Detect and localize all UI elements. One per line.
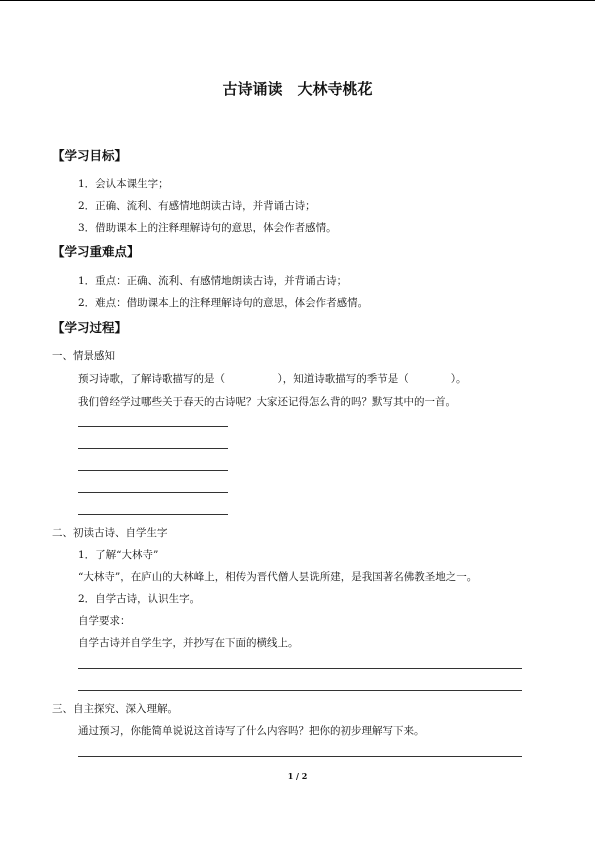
keypoint-item-1: 1．重点：正确、流利、有感情地朗读古诗，并背诵古诗； [78, 275, 348, 287]
keypoint-item-2: 2．难点：借助课本上的注释理解诗句的意思，体会作者感情。 [78, 297, 369, 309]
answer-line-5[interactable] [78, 514, 228, 515]
goal-item-2: 2．正确、流利、有感情地朗读古诗，并背诵古诗； [78, 200, 316, 212]
answer-line-1[interactable] [78, 426, 228, 427]
part3-heading: 三、自主探究、深入理解。 [52, 703, 178, 715]
part1-preview-line: 预习诗歌，了解诗歌描写的是（ ），知道诗歌描写的季节是（ ）。 [78, 373, 467, 385]
understanding-line-1[interactable] [78, 756, 522, 757]
part2-description: “大林寺”，在庐山的大林峰上，相传为晋代僧人昙诜所建，是我国著名佛教圣地之一。 [78, 571, 478, 583]
goals-heading: 【学习目标】 [52, 148, 128, 163]
copy-line-2[interactable] [78, 690, 522, 691]
part2-requirement-text: 自学古诗并自学生字，并抄写在下面的横线上。 [78, 637, 299, 649]
answer-line-2[interactable] [78, 448, 228, 449]
part1-question-line: 我们曾经学过哪些关于春天的古诗呢？大家还记得怎么背的吗？默写其中的一首。 [78, 396, 456, 408]
part2-heading: 二、初读古诗、自学生字 [52, 527, 168, 539]
keypoints-heading: 【学习重难点】 [52, 244, 140, 259]
answer-line-3[interactable] [78, 470, 228, 471]
top-border-rule [0, 0, 595, 1]
part1-heading: 一、情景感知 [52, 350, 115, 362]
page-number: 1 / 2 [287, 771, 308, 781]
part2-requirement-label: 自学要求： [78, 615, 131, 627]
goal-item-3: 3．借助课本上的注释理解诗句的意思，体会作者感情。 [78, 222, 337, 234]
answer-line-4[interactable] [78, 492, 228, 493]
page-title: 古诗诵读 大林寺桃花 [222, 80, 373, 98]
process-heading: 【学习过程】 [52, 320, 128, 335]
copy-line-1[interactable] [78, 668, 522, 669]
part2-sub1: 1．了解“大林寺” [78, 549, 159, 561]
part3-text: 通过预习，你能简单说说这首诗写了什么内容吗？把你的初步理解写下来。 [78, 725, 425, 737]
goal-item-1: 1．会认本课生字； [78, 178, 169, 190]
part2-sub2: 2．自学古诗，认识生字。 [78, 593, 201, 605]
